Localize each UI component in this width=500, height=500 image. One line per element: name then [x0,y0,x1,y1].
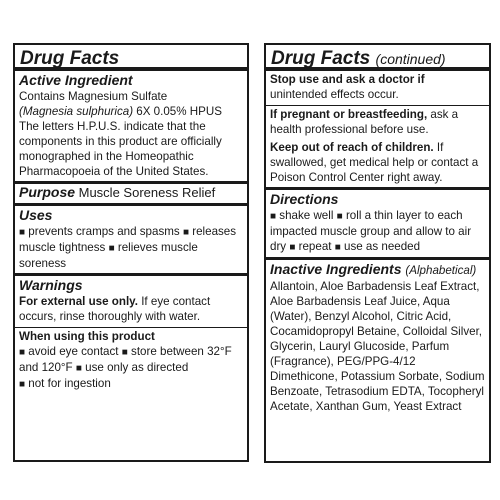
direction-item: use as needed [344,240,421,253]
active-ingredient-line1: Contains Magnesium Sulfate [19,90,168,103]
purpose-heading: Purpose [19,184,76,200]
when-using-section [15,328,247,394]
children-bold: Keep out of reach of children. [270,141,434,154]
use-item: releases muscle tightness [19,225,237,254]
stop-use-text: unintended effects occur. [270,88,399,101]
active-ingredient-latin: (Magnesia sulphurica) [19,105,134,118]
panel-title: Drug Facts [15,45,247,71]
directions-list [270,208,485,255]
external-use-text: If eye contact occurs, rinse thoroughly with water. [19,295,211,323]
inactive-ingredients-text: Allantoin, Aloe Barbadensis Leaf Extract, Aloe Barbadensis Leaf Juice, Aqua (Water), Benzyl Alcohol, Citric Acid, Cocamidopropyl Betaine, Colloidal Silver, Glycerin, Lauryl Glucoside, Parfum (Fragrance), PEG/PPG-4/12 Dimethicone, Potassium Sorbate, Sodium Benzoate, Tetrasodium EDTA, Tocopheryl Acetate, Xanthan Gum, Yeast Extract [270,280,485,413]
bullet-square: ■ [334,242,341,253]
external-use-bold: For external use only. [19,295,138,308]
active-ingredient-heading: Active Ingredient [19,72,133,88]
directions-section [266,190,489,260]
inactive-heading-text: Inactive Ingredients [270,261,402,277]
when-using-item: store between 32°F and 120°F [19,345,232,374]
pregnancy-text: ask a health professional before use. [270,108,459,136]
continued-label: (continued) [375,51,446,67]
when-using-item: avoid eye contact [28,345,119,358]
children-section [266,139,489,190]
inactive-heading-sub: (Alphabetical) [405,264,477,277]
purpose-text: Muscle Soreness Relief [75,185,216,200]
uses-heading: Uses [19,207,53,223]
bullet-square: ■ [19,227,26,238]
bullet-square: ■ [19,379,26,390]
use-item: relieves muscle soreness [19,241,198,270]
active-ingredient-text [19,89,243,179]
pregnancy-bold: If pregnant or breastfeeding, [270,108,428,121]
bullet-square: ■ [289,242,296,253]
inactive-ingredients-section [266,260,489,416]
drug-facts-panel-right [264,43,491,463]
stop-use-heading: Stop use and ask a doctor if [270,73,425,86]
panel-title-continued [266,45,489,71]
active-ingredient-strength: 6X 0.05% HPUS [133,105,222,118]
bullet-square: ■ [19,347,26,358]
warnings-heading: Warnings [19,277,83,293]
purpose-section [15,184,247,206]
when-using-list [19,344,243,392]
warnings-section [15,276,247,328]
uses-section [15,206,247,276]
bullet-square: ■ [182,227,189,238]
inactive-ingredients-heading [270,261,485,279]
panel-title: Drug Facts [271,48,371,69]
pregnancy-section [266,106,489,139]
when-using-item: not for ingestion [28,377,111,390]
bullet-square: ■ [108,243,115,254]
use-item: prevents cramps and spasms [28,225,180,238]
active-ingredient-section [15,71,247,184]
hpus-statement: The letters H.P.U.S. indicate that the components in this product are officially monographed in the Homeopathic Pharmacopoeia of the United States. [19,120,222,178]
children-text: If swallowed, get medical help or contact a Poison Control Center right away. [270,141,479,184]
when-using-item: use only as directed [85,361,189,374]
uses-list [19,224,243,271]
direction-item: repeat [298,240,332,253]
when-using-heading: When using this product [19,330,155,343]
bullet-square: ■ [270,211,277,222]
direction-item: roll a thin layer to each impacted muscle group and allow to air dry [270,209,472,253]
directions-heading: Directions [270,191,339,207]
bullet-square: ■ [336,211,343,222]
external-use-warning [19,294,243,324]
bullet-square: ■ [75,363,82,374]
drug-facts-panel-left [13,43,249,462]
direction-item: shake well [279,209,334,222]
bullet-square: ■ [121,347,128,358]
stop-use-section [266,71,489,106]
